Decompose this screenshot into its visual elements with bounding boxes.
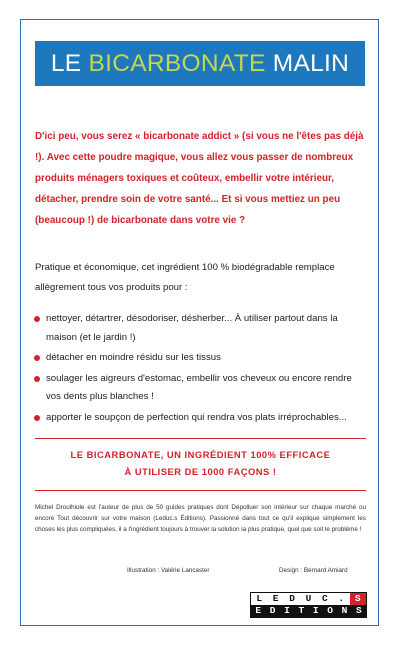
intro-paragraph: D'ici peu, vous serez « bicarbonate addict » (si vous ne l'êtes pas déjà !). Avec cette poudre magique, vous allez vous passer de nombreux produits ménagers toxiques et coûteux, embellir votre intérieur, détacher, prendre soin de votre santé... Et si vous mettiez un peu (beaucoup !) de bicarbonate dans votre vie ? — [35, 131, 364, 226]
logo-letter: D — [289, 593, 295, 604]
logo-letter: I — [312, 605, 319, 616]
lead-paragraph: Pratique et économique, cet ingrédient 100 % biodégradable remplace allègrement tous vos produits pour : — [35, 262, 335, 293]
title-part-bicarbonate: BICARBONATE — [88, 49, 266, 77]
bullet-dot-icon — [34, 415, 40, 421]
title-part-malin: MALIN — [272, 49, 350, 77]
benefits-list — [33, 310, 369, 429]
logo-letter: L — [256, 593, 263, 604]
logo-letter: D — [269, 605, 276, 616]
title-banner — [35, 41, 365, 86]
bullet-dot-icon — [34, 316, 40, 322]
list-item-text: soulager les aigreurs d'estomac, embellir vos cheveux ou encore rendre vos dents plus blanches ! — [46, 372, 352, 402]
logo-letter: E — [272, 593, 279, 604]
bullet-dot-icon — [34, 376, 40, 382]
publisher-logo-top-row — [251, 593, 366, 605]
slogan-block — [35, 446, 366, 480]
logo-letter: S — [355, 605, 362, 616]
publisher-logo-bottom-row — [251, 605, 366, 617]
slogan-line-2: À UTILISER DE 1000 FAÇONS ! — [124, 466, 277, 477]
list-item-text: nettoyer, détartrer, désodoriser, désherber... À utiliser partout dans la maison (et le jardin !) — [46, 313, 338, 343]
list-item — [33, 370, 369, 407]
list-item-text: détacher en moindre résidu sur les tissus — [46, 352, 221, 363]
list-item — [33, 409, 369, 428]
design-credit: Design : Bernard Amiard — [279, 567, 348, 574]
list-item — [33, 310, 369, 347]
logo-letter: C — [322, 593, 328, 604]
slogan-line-1: LE BICARBONATE, UN INGRÉDIENT 100% EFFICACE — [70, 449, 331, 460]
logo-letter: . — [338, 593, 345, 604]
bullet-dot-icon — [34, 355, 40, 361]
logo-letter: N — [341, 605, 348, 616]
list-item — [33, 349, 369, 368]
publisher-logo — [250, 592, 367, 618]
list-item-text: apporter le soupçon de perfection qui rendra vos plats irréprochables... — [46, 411, 347, 423]
book-back-cover — [20, 19, 379, 626]
logo-letter: E — [255, 605, 262, 616]
author-bio: Michel Droulhiole est l'auteur de plus de 50 guides pratiques dont Dépolluer son intérieur sur chaque marché ou encore Tout découvrir sur votre maison (Leduc.s Éditions). Passionné dans tout ce qu'il explique simplement les choses les plus compliquées, il a l'ingrédient toujours à trouver la solution la plus pratique, quel que soit le problème ! — [35, 504, 366, 533]
logo-letter: S — [350, 593, 366, 605]
slogan-top-divider — [35, 438, 366, 439]
illustration-credit: Illustration : Valérie Lancaster — [127, 567, 210, 574]
title-part-le: LE — [50, 49, 82, 77]
logo-letter: U — [305, 593, 312, 604]
logo-letter: T — [298, 605, 305, 616]
logo-letter: I — [284, 605, 290, 616]
logo-letter: O — [327, 605, 333, 616]
slogan-bottom-divider — [35, 490, 366, 491]
